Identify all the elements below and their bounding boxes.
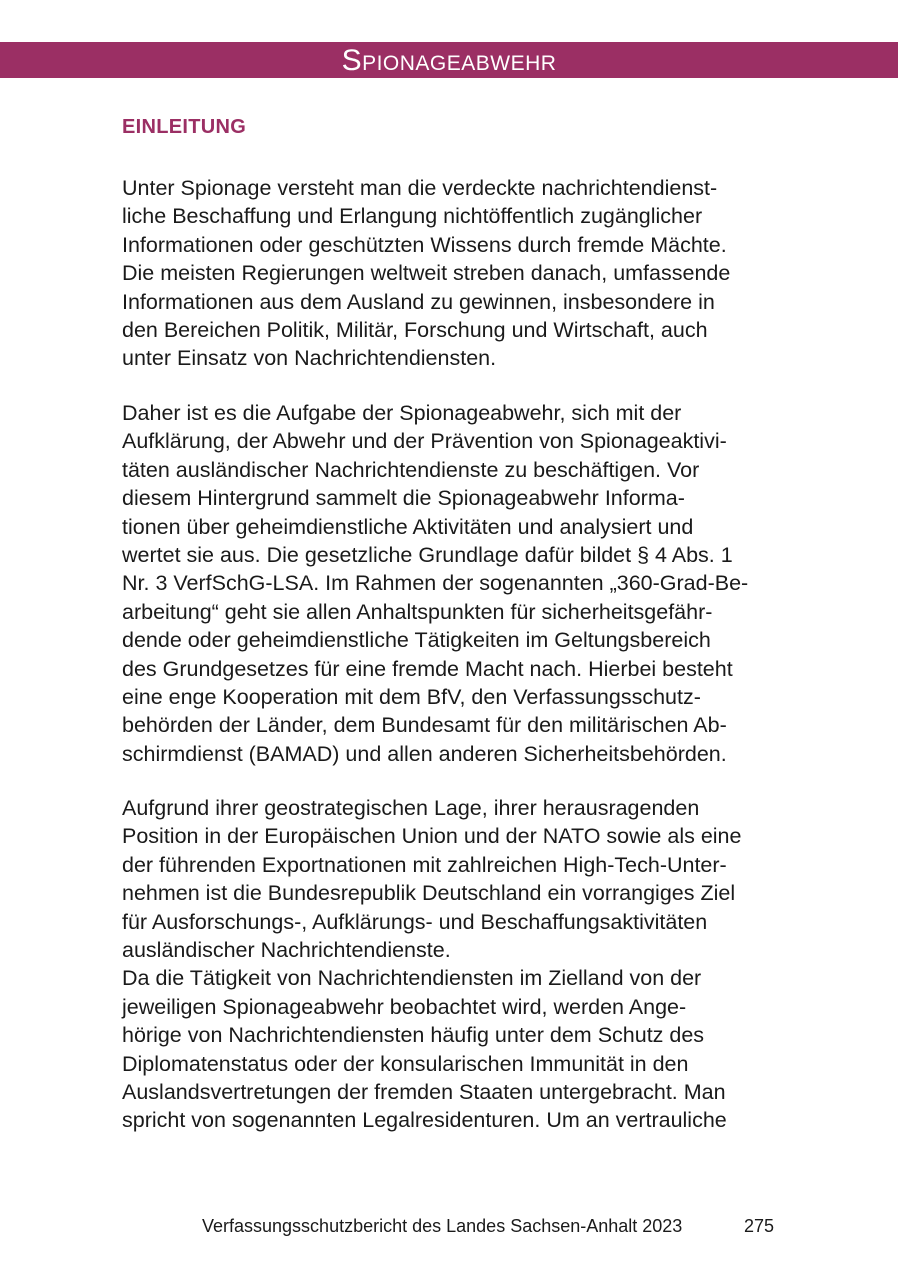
text-line: wertet sie aus. Die gesetzliche Grundlage dafür bildet § 4 Abs. 1 (122, 543, 733, 568)
text-line: liche Beschaffung und Erlangung nichtöffentlich zugänglicher (122, 204, 703, 229)
footer-publication-title: Verfassungsschutzbericht des Landes Sachsen-Anhalt 2023 (202, 1216, 683, 1236)
page-number: 275 (744, 1216, 775, 1236)
text-line: ausländischer Nachrichtendienste. (122, 938, 451, 963)
subsection-heading: EINLEITUNG (122, 116, 247, 138)
text-line: dende oder geheimdienstliche Tätigkeiten im Geltungsbereich (122, 628, 711, 653)
section-title: Spionageabwehr (341, 44, 557, 77)
text-line: eine enge Kooperation mit dem BfV, den Verfassungsschutz- (122, 685, 701, 710)
text-line: täten ausländischer Nachrichtendienste zu beschäftigen. Vor (122, 457, 700, 482)
text-line: Informationen aus dem Ausland zu gewinnen, insbesondere in (122, 289, 715, 314)
text-line: diesem Hintergrund sammelt die Spionageabwehr Informa- (122, 486, 685, 511)
paragraph-2 (122, 399, 802, 768)
section-header-bar (0, 42, 898, 78)
text-line: Die meisten Regierungen weltweit streben danach, umfassende (122, 261, 731, 286)
text-line: Auslandsvertretungen der fremden Staaten untergebracht. Man (122, 1080, 726, 1105)
page-footer (0, 1212, 900, 1242)
text-line: Aufklärung, der Abwehr und der Prävention von Spionageaktivi- (122, 429, 727, 454)
text-line: spricht von sogenannten Legalresidenturen. Um an vertrauliche (122, 1108, 727, 1133)
paragraph-3 (122, 794, 802, 1135)
text-line: Unter Spionage versteht man die verdeckte nachrichtendienst- (122, 176, 718, 200)
text-line: den Bereichen Politik, Militär, Forschung und Wirtschaft, auch (122, 318, 708, 343)
text-line: Position in der Europäischen Union und der NATO sowie als eine (122, 824, 742, 849)
text-line: Diplomatenstatus oder der konsularischen Immunität in den (122, 1051, 689, 1076)
text-line: Daher ist es die Aufgabe der Spionageabwehr, sich mit der (122, 401, 682, 425)
text-line: Informationen oder geschützten Wissens durch fremde Mächte. (122, 232, 727, 257)
text-line: arbeitung“ geht sie allen Anhaltspunkten für sicherheitsgefähr- (122, 599, 713, 624)
text-line: Aufgrund ihrer geostrategischen Lage, ihrer herausragenden (122, 796, 700, 820)
text-line: unter Einsatz von Nachrichtendiensten. (122, 346, 497, 371)
text-line: Nr. 3 VerfSchG-LSA. Im Rahmen der sogenannten „360-Grad-Be- (122, 571, 749, 596)
text-line: jeweiligen Spionageabwehr beobachtet wird, werden Ange- (122, 994, 687, 1019)
text-line: der führenden Exportnationen mit zahlreichen High-Tech-Unter- (122, 852, 727, 877)
text-line: Da die Tätigkeit von Nachrichtendiensten im Zielland von der (122, 966, 702, 991)
text-line: schirmdienst (BAMAD) und allen anderen Sicherheitsbehörden. (122, 741, 727, 766)
text-line: behörden der Länder, dem Bundesamt für den militärischen Ab- (122, 713, 727, 738)
text-line: tionen über geheimdienstliche Aktivitäten und analysiert und (122, 514, 694, 539)
text-line: nehmen ist die Bundesrepublik Deutschland ein vorrangiges Ziel (122, 881, 736, 906)
text-line: für Ausforschungs-, Aufklärungs- und Beschaffungsaktivitäten (122, 909, 708, 934)
text-line: des Grundgesetzes für eine fremde Macht nach. Hierbei besteht (122, 656, 733, 681)
paragraph-1 (122, 174, 802, 373)
text-line: hörige von Nachrichtendiensten häufig unter dem Schutz des (122, 1023, 705, 1048)
